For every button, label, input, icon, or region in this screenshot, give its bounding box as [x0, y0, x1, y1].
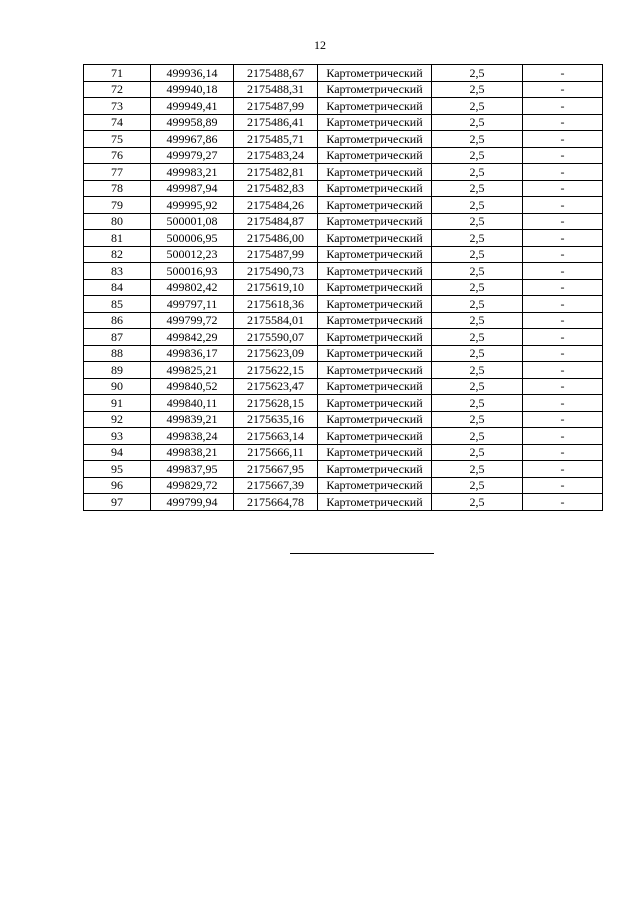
table-row: [84, 81, 603, 98]
point-number-cell: 76: [84, 147, 151, 164]
x-coordinate-cell: 499958,89: [151, 114, 234, 131]
table-row: [84, 461, 603, 478]
description-cell: -: [523, 395, 603, 412]
y-coordinate-cell: 2175485,71: [234, 131, 318, 148]
description-cell: -: [523, 296, 603, 313]
description-cell: -: [523, 279, 603, 296]
description-cell: -: [523, 345, 603, 362]
method-cell: Картометрический: [318, 345, 432, 362]
y-coordinate-cell: 2175486,41: [234, 114, 318, 131]
x-coordinate-cell: 499940,18: [151, 81, 234, 98]
x-coordinate-cell: 499987,94: [151, 180, 234, 197]
method-cell: Картометрический: [318, 114, 432, 131]
x-coordinate-cell: 499799,72: [151, 312, 234, 329]
method-cell: Картометрический: [318, 411, 432, 428]
table-row: [84, 65, 603, 82]
point-number-cell: 75: [84, 131, 151, 148]
point-number-cell: 94: [84, 444, 151, 461]
description-cell: -: [523, 477, 603, 494]
method-cell: Картометрический: [318, 279, 432, 296]
point-number-cell: 88: [84, 345, 151, 362]
y-coordinate-cell: 2175482,83: [234, 180, 318, 197]
accuracy-cell: 2,5: [432, 81, 523, 98]
table-row: [84, 345, 603, 362]
table-row: [84, 296, 603, 313]
method-cell: Картометрический: [318, 395, 432, 412]
description-cell: -: [523, 98, 603, 115]
x-coordinate-cell: 499839,21: [151, 411, 234, 428]
method-cell: Картометрический: [318, 180, 432, 197]
method-cell: Картометрический: [318, 444, 432, 461]
y-coordinate-cell: 2175486,00: [234, 230, 318, 247]
method-cell: Картометрический: [318, 329, 432, 346]
method-cell: Картометрический: [318, 81, 432, 98]
method-cell: Картометрический: [318, 131, 432, 148]
table-row: [84, 98, 603, 115]
accuracy-cell: 2,5: [432, 444, 523, 461]
accuracy-cell: 2,5: [432, 494, 523, 511]
x-coordinate-cell: 499979,27: [151, 147, 234, 164]
point-number-cell: 74: [84, 114, 151, 131]
accuracy-cell: 2,5: [432, 246, 523, 263]
y-coordinate-cell: 2175483,24: [234, 147, 318, 164]
y-coordinate-cell: 2175667,39: [234, 477, 318, 494]
accuracy-cell: 2,5: [432, 98, 523, 115]
table-row: [84, 329, 603, 346]
table-row: [84, 197, 603, 214]
table-row: [84, 180, 603, 197]
accuracy-cell: 2,5: [432, 362, 523, 379]
table-row: [84, 147, 603, 164]
description-cell: -: [523, 65, 603, 82]
table-row: [84, 213, 603, 230]
description-cell: -: [523, 180, 603, 197]
x-coordinate-cell: 500001,08: [151, 213, 234, 230]
y-coordinate-cell: 2175628,15: [234, 395, 318, 412]
description-cell: -: [523, 246, 603, 263]
accuracy-cell: 2,5: [432, 197, 523, 214]
description-cell: -: [523, 312, 603, 329]
point-number-cell: 77: [84, 164, 151, 181]
y-coordinate-cell: 2175488,31: [234, 81, 318, 98]
y-coordinate-cell: 2175484,26: [234, 197, 318, 214]
y-coordinate-cell: 2175635,16: [234, 411, 318, 428]
description-cell: -: [523, 362, 603, 379]
y-coordinate-cell: 2175490,73: [234, 263, 318, 280]
x-coordinate-cell: 499838,24: [151, 428, 234, 445]
description-cell: -: [523, 411, 603, 428]
method-cell: Картометрический: [318, 164, 432, 181]
y-coordinate-cell: 2175622,15: [234, 362, 318, 379]
coordinates-table: [83, 64, 603, 511]
coordinates-table-body: [84, 65, 603, 511]
accuracy-cell: 2,5: [432, 263, 523, 280]
description-cell: -: [523, 263, 603, 280]
point-number-cell: 93: [84, 428, 151, 445]
x-coordinate-cell: 499983,21: [151, 164, 234, 181]
x-coordinate-cell: 499840,11: [151, 395, 234, 412]
description-cell: -: [523, 444, 603, 461]
table-row: [84, 411, 603, 428]
x-coordinate-cell: 500006,95: [151, 230, 234, 247]
description-cell: -: [523, 329, 603, 346]
method-cell: Картометрический: [318, 65, 432, 82]
table-row: [84, 362, 603, 379]
point-number-cell: 95: [84, 461, 151, 478]
table-row: [84, 164, 603, 181]
point-number-cell: 97: [84, 494, 151, 511]
accuracy-cell: 2,5: [432, 395, 523, 412]
description-cell: -: [523, 378, 603, 395]
x-coordinate-cell: 499836,17: [151, 345, 234, 362]
point-number-cell: 92: [84, 411, 151, 428]
point-number-cell: 82: [84, 246, 151, 263]
point-number-cell: 83: [84, 263, 151, 280]
table-row: [84, 263, 603, 280]
description-cell: -: [523, 197, 603, 214]
method-cell: Картометрический: [318, 312, 432, 329]
end-divider: [290, 553, 434, 554]
accuracy-cell: 2,5: [432, 345, 523, 362]
table-row: [84, 444, 603, 461]
x-coordinate-cell: 499995,92: [151, 197, 234, 214]
table-row: [84, 114, 603, 131]
y-coordinate-cell: 2175623,09: [234, 345, 318, 362]
y-coordinate-cell: 2175487,99: [234, 246, 318, 263]
method-cell: Картометрический: [318, 147, 432, 164]
method-cell: Картометрический: [318, 246, 432, 263]
y-coordinate-cell: 2175488,67: [234, 65, 318, 82]
description-cell: -: [523, 494, 603, 511]
page-number: 12: [314, 38, 326, 52]
accuracy-cell: 2,5: [432, 131, 523, 148]
table-row: [84, 230, 603, 247]
x-coordinate-cell: 499842,29: [151, 329, 234, 346]
description-cell: -: [523, 114, 603, 131]
description-cell: -: [523, 213, 603, 230]
accuracy-cell: 2,5: [432, 428, 523, 445]
point-number-cell: 78: [84, 180, 151, 197]
x-coordinate-cell: 499829,72: [151, 477, 234, 494]
table-row: [84, 494, 603, 511]
point-number-cell: 91: [84, 395, 151, 412]
y-coordinate-cell: 2175618,36: [234, 296, 318, 313]
table-row: [84, 246, 603, 263]
accuracy-cell: 2,5: [432, 477, 523, 494]
y-coordinate-cell: 2175623,47: [234, 378, 318, 395]
y-coordinate-cell: 2175619,10: [234, 279, 318, 296]
method-cell: Картометрический: [318, 230, 432, 247]
x-coordinate-cell: 499936,14: [151, 65, 234, 82]
accuracy-cell: 2,5: [432, 279, 523, 296]
table-row: [84, 279, 603, 296]
method-cell: Картометрический: [318, 378, 432, 395]
point-number-cell: 73: [84, 98, 151, 115]
accuracy-cell: 2,5: [432, 213, 523, 230]
accuracy-cell: 2,5: [432, 114, 523, 131]
point-number-cell: 81: [84, 230, 151, 247]
point-number-cell: 96: [84, 477, 151, 494]
y-coordinate-cell: 2175487,99: [234, 98, 318, 115]
table-row: [84, 312, 603, 329]
method-cell: Картометрический: [318, 477, 432, 494]
point-number-cell: 71: [84, 65, 151, 82]
accuracy-cell: 2,5: [432, 230, 523, 247]
method-cell: Картометрический: [318, 461, 432, 478]
method-cell: Картометрический: [318, 263, 432, 280]
point-number-cell: 86: [84, 312, 151, 329]
x-coordinate-cell: 499949,41: [151, 98, 234, 115]
point-number-cell: 84: [84, 279, 151, 296]
x-coordinate-cell: 499838,21: [151, 444, 234, 461]
accuracy-cell: 2,5: [432, 461, 523, 478]
description-cell: -: [523, 81, 603, 98]
method-cell: Картометрический: [318, 362, 432, 379]
y-coordinate-cell: 2175663,14: [234, 428, 318, 445]
y-coordinate-cell: 2175590,07: [234, 329, 318, 346]
description-cell: -: [523, 164, 603, 181]
point-number-cell: 87: [84, 329, 151, 346]
point-number-cell: 89: [84, 362, 151, 379]
x-coordinate-cell: 499799,94: [151, 494, 234, 511]
accuracy-cell: 2,5: [432, 164, 523, 181]
method-cell: Картометрический: [318, 98, 432, 115]
y-coordinate-cell: 2175666,11: [234, 444, 318, 461]
point-number-cell: 80: [84, 213, 151, 230]
x-coordinate-cell: 500012,23: [151, 246, 234, 263]
table-row: [84, 131, 603, 148]
accuracy-cell: 2,5: [432, 296, 523, 313]
accuracy-cell: 2,5: [432, 147, 523, 164]
point-number-cell: 79: [84, 197, 151, 214]
method-cell: Картометрический: [318, 494, 432, 511]
y-coordinate-cell: 2175584,01: [234, 312, 318, 329]
point-number-cell: 72: [84, 81, 151, 98]
x-coordinate-cell: 499837,95: [151, 461, 234, 478]
y-coordinate-cell: 2175482,81: [234, 164, 318, 181]
accuracy-cell: 2,5: [432, 65, 523, 82]
accuracy-cell: 2,5: [432, 378, 523, 395]
x-coordinate-cell: 499825,21: [151, 362, 234, 379]
y-coordinate-cell: 2175484,87: [234, 213, 318, 230]
x-coordinate-cell: 499802,42: [151, 279, 234, 296]
y-coordinate-cell: 2175664,78: [234, 494, 318, 511]
method-cell: Картометрический: [318, 296, 432, 313]
x-coordinate-cell: 499840,52: [151, 378, 234, 395]
table-row: [84, 395, 603, 412]
description-cell: -: [523, 230, 603, 247]
x-coordinate-cell: 499797,11: [151, 296, 234, 313]
method-cell: Картометрический: [318, 213, 432, 230]
point-number-cell: 85: [84, 296, 151, 313]
method-cell: Картометрический: [318, 197, 432, 214]
description-cell: -: [523, 461, 603, 478]
accuracy-cell: 2,5: [432, 329, 523, 346]
description-cell: -: [523, 147, 603, 164]
accuracy-cell: 2,5: [432, 312, 523, 329]
description-cell: -: [523, 131, 603, 148]
x-coordinate-cell: 499967,86: [151, 131, 234, 148]
y-coordinate-cell: 2175667,95: [234, 461, 318, 478]
accuracy-cell: 2,5: [432, 180, 523, 197]
table-row: [84, 477, 603, 494]
accuracy-cell: 2,5: [432, 411, 523, 428]
x-coordinate-cell: 500016,93: [151, 263, 234, 280]
table-row: [84, 378, 603, 395]
method-cell: Картометрический: [318, 428, 432, 445]
table-row: [84, 428, 603, 445]
point-number-cell: 90: [84, 378, 151, 395]
description-cell: -: [523, 428, 603, 445]
